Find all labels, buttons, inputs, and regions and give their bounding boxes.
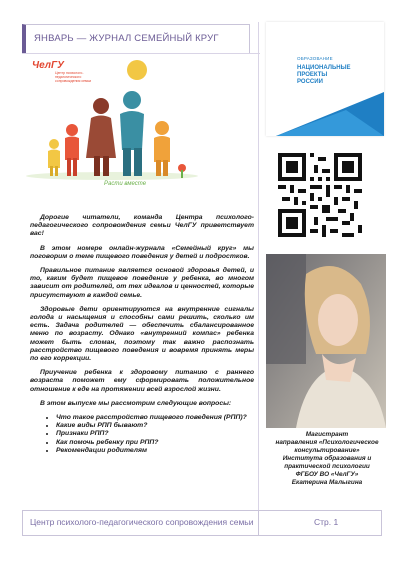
logo-tagline: Расти вместе [104, 181, 147, 187]
author-signature [268, 431, 386, 487]
article-paragraph: Приучение ребенка к здоровому питанию с раннего возраста поможет ему сформировать положительное отношение к еде на протяжении всей взрослой жизни. [30, 369, 254, 393]
page-number: Стр. 1 [314, 517, 339, 527]
questions-list [30, 414, 254, 455]
np-title-line: НАЦИОНАЛЬНЫЕ [297, 65, 351, 71]
np-title-line: РОССИИ [297, 79, 323, 85]
header-title: ЯНВАРЬ — ЖУРНАЛ СЕМЕЙНЫЙ КРУГ [34, 33, 219, 44]
author-photo [266, 254, 386, 428]
article-body [30, 214, 254, 455]
np-title-line: ПРОЕКТЫ [297, 72, 328, 78]
np-title [297, 65, 351, 86]
list-item: • Что такое расстройство пищевого поведения (РПП)? [56, 414, 254, 422]
list-item: • Как помочь ребенку при РПП? [56, 439, 254, 447]
footer-center-name: Центр психолого-педагогического сопровождения семьи [30, 517, 254, 527]
np-label: ОБРАЗОВАНИЕ [297, 56, 333, 61]
author-line: ФГБОУ ВО «ЧелГУ» [295, 471, 359, 478]
footer-divider [258, 510, 259, 536]
family-logo-illustration [24, 58, 200, 196]
list-item: • Какие виды РПП бывают? [56, 422, 254, 430]
column-divider [258, 22, 259, 522]
author-line: Института образования и практической психологии [282, 455, 372, 470]
list-item: • Признаки РПП? [56, 430, 254, 438]
header-box [22, 24, 250, 54]
greeting-paragraph: Дорогие читатели, команда Центра психолого-педагогического сопровождения семьи ЧелГУ приветствует вас! [30, 214, 254, 238]
list-item: • Рекомендации родителям [56, 447, 254, 455]
np-wave-icon [276, 92, 384, 136]
sun-icon [127, 60, 147, 80]
author-line: Магистрант [305, 431, 349, 438]
logo-subtitle: Центр психолого-педагогического сопровождения семьи [55, 71, 92, 83]
author-line: направления «Психологическое консультирование» [275, 439, 379, 454]
article-paragraph: Здоровые дети ориентируются на внутренние сигналы голода и насыщения и способны сами решить, сколько им есть. Задача родителей — обеспечить сбалансированное меню по возрасту. Однако «внутренний компас» ребенка может быть сломан, поэтому так важно распознать расстройство пищевого поведения и вовремя принять меры по его коррекции. [30, 305, 254, 363]
qr-code[interactable] [278, 153, 362, 237]
author-line: Екатерина Малыгина [291, 479, 363, 486]
article-paragraph: Правильное питание является основой здоровья детей, и то, каким будет пищевое поведение у ребенка, во многом зависит от родителей, от тех идеалов и ценностей, которые присутствуют в каждой семье. [30, 267, 254, 299]
chelgu-logo: ЧелГУ [32, 60, 64, 71]
article-paragraph: В этом выпуске мы рассмотрим следующие вопросы: [40, 399, 232, 407]
header-divider [22, 53, 260, 54]
article-paragraph: В этом номере онлайн-журнала «Семейный круг» мы поговорим о теме пищевого поведения у детей и подростков. [30, 244, 254, 260]
